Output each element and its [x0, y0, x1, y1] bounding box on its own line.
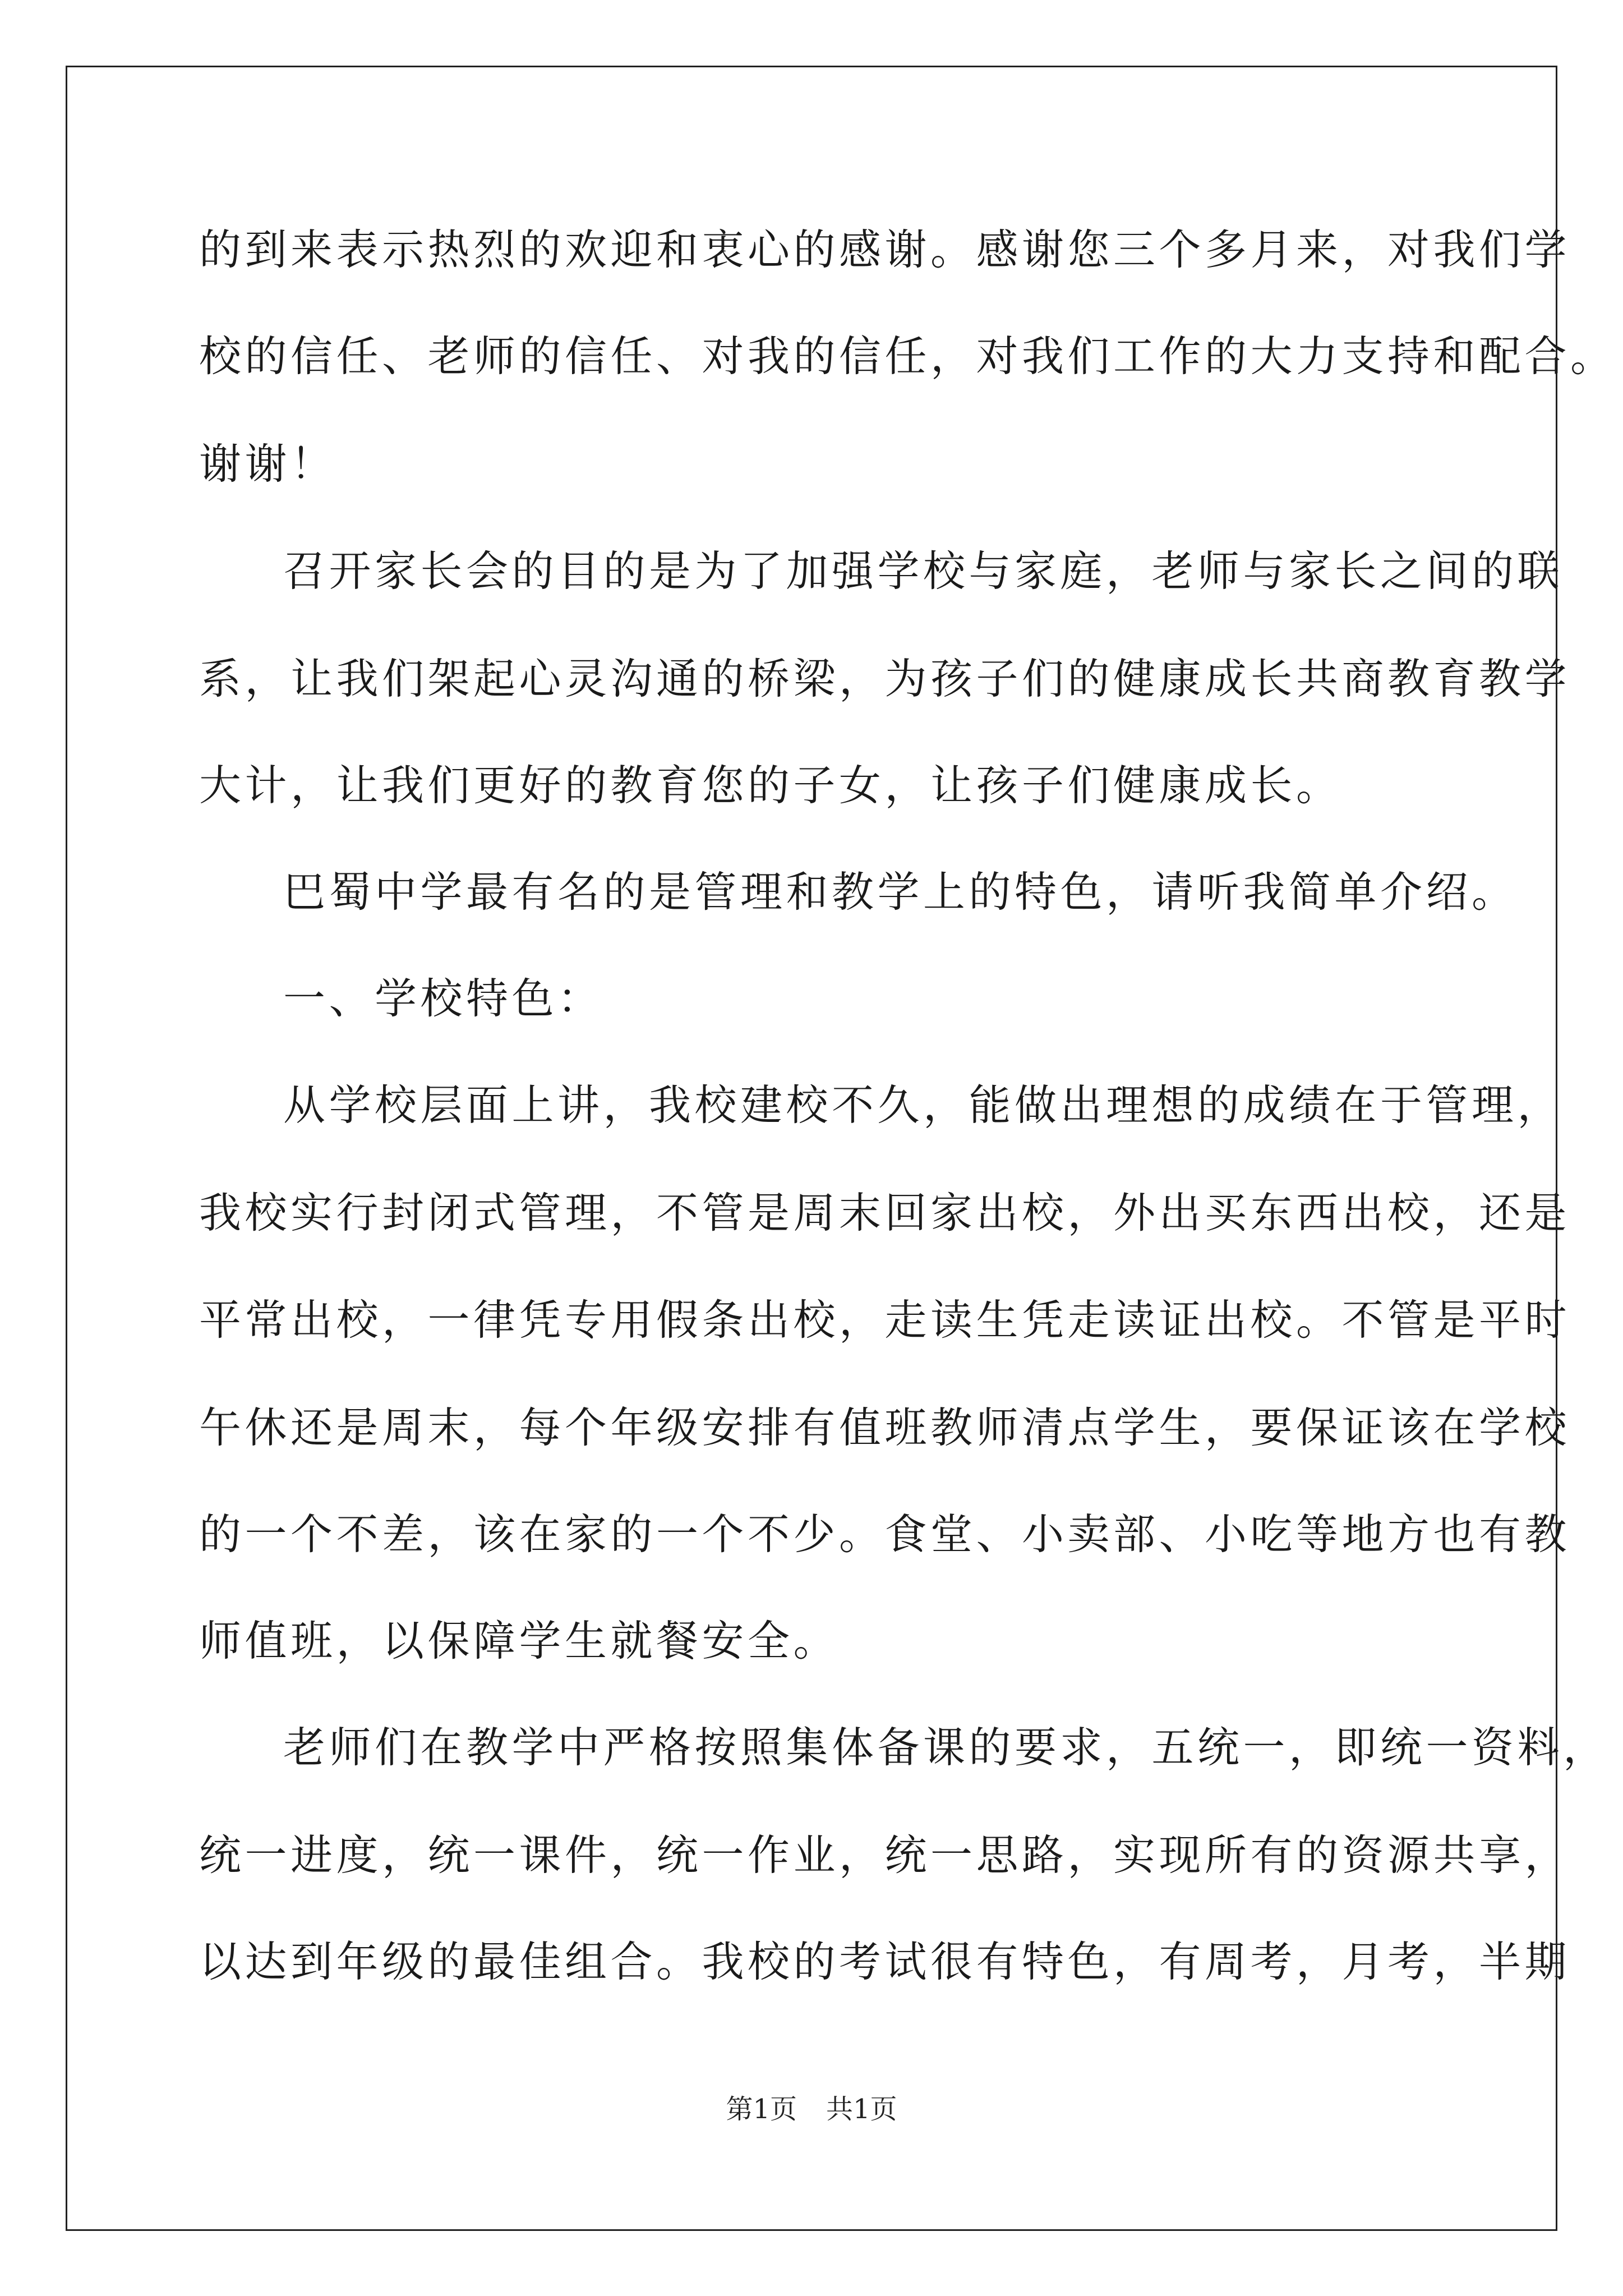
text-line: 我校实行封闭式管理，不管是周末回家出校，外出买东西出校，还是 — [199, 1188, 1571, 1237]
total-pages-label: 共1页 — [826, 2093, 897, 2125]
text-line: 校的信任、老师的信任、对我的信任，对我们工作的大力支持和配合。 — [199, 332, 1616, 381]
text-line: 午休还是周末，每个年级安排有值班教师清点学生，要保证该在学校 — [199, 1403, 1571, 1452]
paragraph-start-line: 从学校层面上讲，我校建校不久，能做出理想的成绩在于管理， — [283, 1080, 1564, 1130]
text-line: 的一个不差，该在家的一个不少。食堂、小卖部、小吃等地方也有教 — [199, 1510, 1571, 1559]
text-line: 师值班，以保障学生就餐安全。 — [199, 1616, 840, 1665]
section-heading: 一、学校特色： — [283, 974, 603, 1023]
text-line: 统一进度，统一课件，统一作业，统一思路，实现所有的资源共享， — [199, 1830, 1571, 1880]
page-footer — [0, 2092, 1623, 2126]
text-line: 以达到年级的最佳组合。我校的考试很有特色，有周考，月考，半期 — [199, 1937, 1571, 1986]
text-line: 大计，让我们更好的教育您的子女，让孩子们健康成长。 — [199, 761, 1342, 810]
text-line: 平常出校，一律凭专用假条出校，走读生凭走读证出校。不管是平时 — [199, 1295, 1571, 1345]
text-line: 系，让我们架起心灵沟通的桥梁，为孩子们的健康成长共商教育教学 — [199, 654, 1571, 703]
paragraph-start-line: 老师们在教学中严格按照集体备课的要求，五统一，即统一资料， — [283, 1723, 1609, 1772]
current-page-label: 第1页 — [726, 2093, 797, 2125]
text-line: 谢谢！ — [199, 439, 336, 489]
paragraph-start-line: 巴蜀中学最有名的是管理和教学上的特色，请听我简单介绍。 — [283, 867, 1518, 917]
page-border — [66, 66, 1557, 2231]
text-line: 的到来表示热烈的欢迎和衷心的感谢。感谢您三个多月来，对我们学 — [199, 225, 1571, 274]
paragraph-start-line: 召开家长会的目的是为了加强学校与家庭，老师与家长之间的联 — [283, 546, 1564, 596]
